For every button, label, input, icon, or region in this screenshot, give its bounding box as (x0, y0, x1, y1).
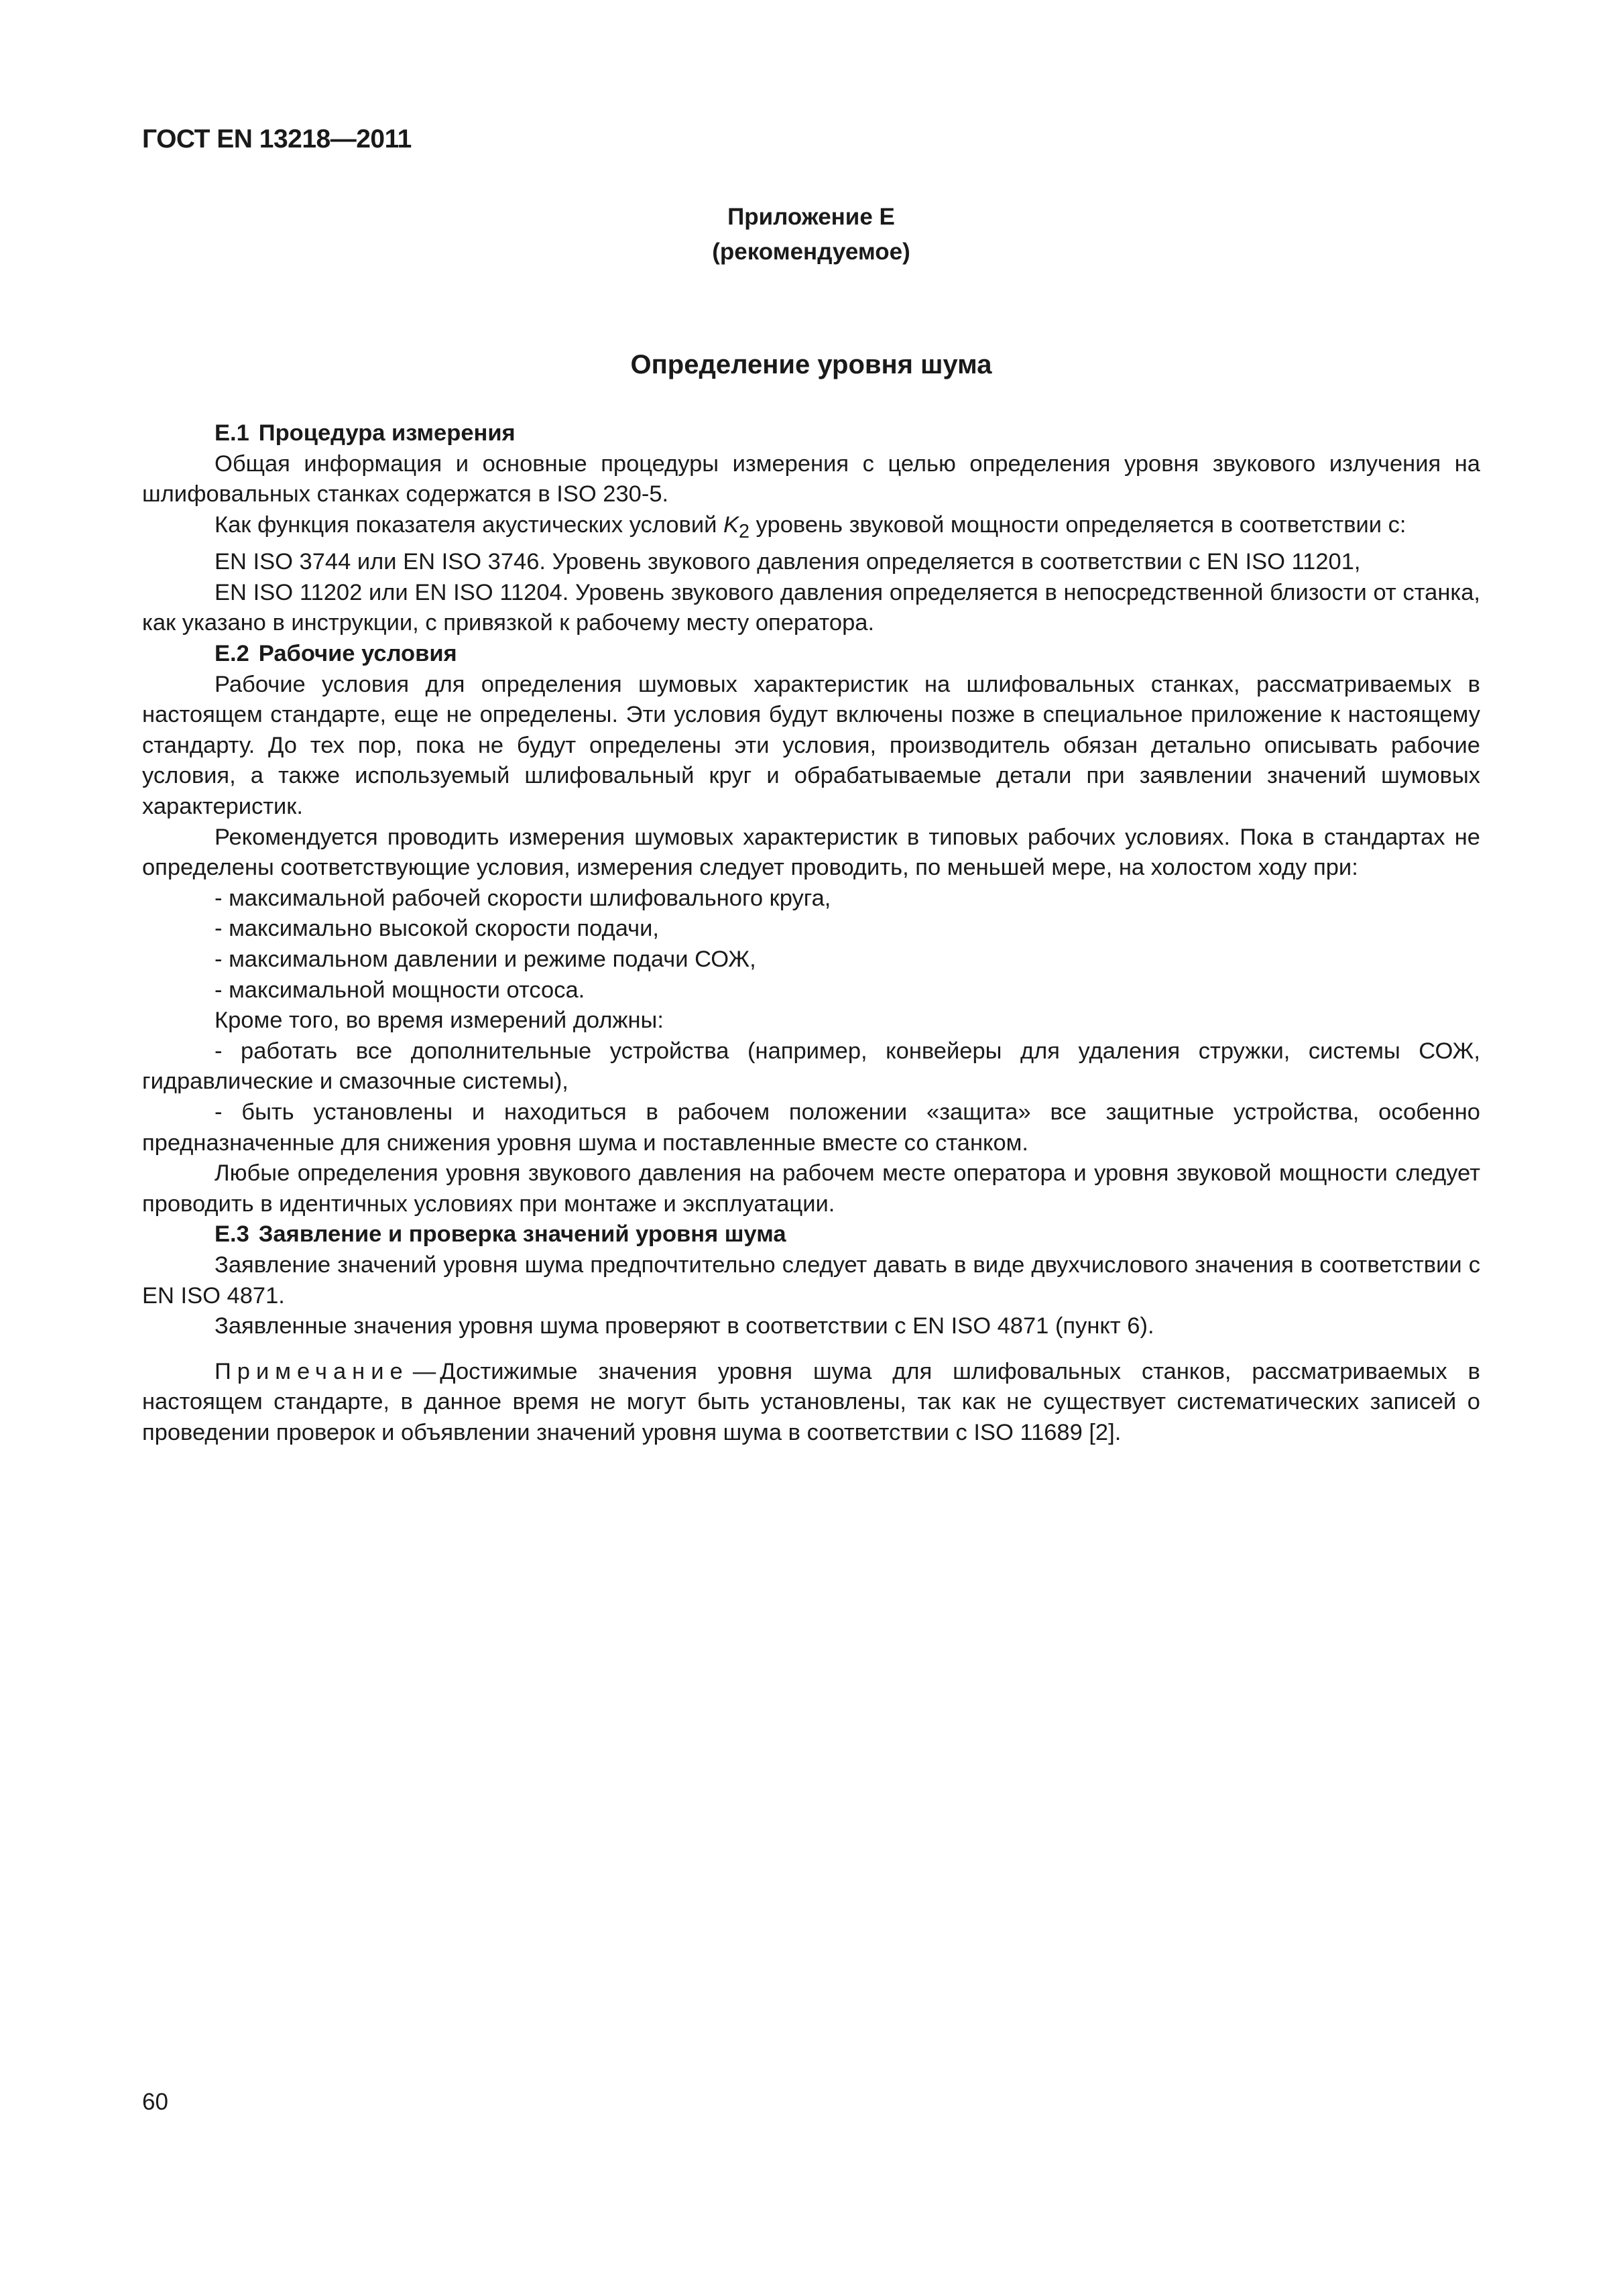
paragraph-e1-2-start: Как функция показателя акустических условий (215, 511, 717, 538)
paragraph-e1-4: EN ISO 11202 или EN ISO 11204. Уровень звукового давления определяется в непосредственной близости от станка, как указано в инструкции, с привязкой к рабочему месту оператора. (142, 579, 1480, 636)
paragraph-e3-2: Заявленные значения уровня шума проверяют в соответствии с EN ISO 4871 (пункт 6). (215, 1313, 1154, 1339)
heading-e3-text: Заявление и проверка значений уровня шума (258, 1221, 786, 1248)
note-dash: — (412, 1358, 436, 1384)
heading-e1 (142, 418, 1480, 449)
list-item: - быть установлены и находиться в рабочем положении «защита» все защитные устройства, особенно предназначенные для снижения уровня шума и поставленные вместе со станком. (142, 1099, 1480, 1156)
paragraph-e1-2-end: уровень звуковой мощности определяется в соответствии с: (756, 511, 1406, 538)
note (142, 1357, 1480, 1449)
list-item: - максимальной рабочей скорости шлифовального круга, (215, 885, 831, 911)
appendix-title: Приложение Е (727, 204, 895, 230)
list-item: - максимальном давлении и режиме подачи СОЖ, (215, 946, 756, 972)
variable-k: K (723, 511, 739, 538)
paragraph-e1-3: EN ISO 3744 или EN ISO 3746. Уровень звукового давления определяется в соответствии с EN ISO 11201, (215, 549, 1361, 575)
heading-e1-number: Е.1 (215, 420, 249, 446)
paragraph-e2-1: Рабочие условия для определения шумовых характеристик на шлифовальных станках, рассматриваемых в настоящем стандарте, еще не определены. Эти условия будут включены позже в специальное приложение к настоящему стандарту. До тех пор, пока не будут определены эти условия, производитель обязан детально описывать рабочие условия, а также используемый шлифовальный круг и обрабатываемые детали при заявлении значений шумовых характеристик. (142, 671, 1480, 820)
page-number: 60 (142, 2089, 168, 2115)
paragraph-e2-2: Рекомендуется проводить измерения шумовых характеристик в типовых рабочих условиях. Пока в стандартах не определены соответствующие условия, измерения следует проводить, по меньшей мере, на холостом ходу при: (142, 824, 1480, 881)
heading-e2 (142, 639, 1480, 670)
paragraph-e1-1: Общая информация и основные процедуры измерения с целью определения уровня звукового излучения на шлифовальных станках содержатся в ISO 230-5. (142, 450, 1480, 507)
heading-e3 (142, 1219, 1480, 1250)
heading-e1-text: Процедура измерения (258, 420, 516, 446)
document-header: ГОСТ EN 13218—2011 (142, 125, 412, 154)
document-body (142, 418, 1480, 1448)
paragraph-e2-4: Любые определения уровня звукового давления на рабочем месте оператора и уровня звуковой мощности следует проводить в идентичных условиях при монтаже и эксплуатации. (142, 1160, 1480, 1217)
list-item: - работать все дополнительные устройства (например, конвейеры для удаления стружки, системы СОЖ, гидравлические и смазочные системы), (142, 1038, 1480, 1095)
list-item: - максимально высокой скорости подачи, (215, 916, 659, 942)
paragraph-e3-1: Заявление значений уровня шума предпочтительно следует давать в виде двухчислового значения в соответствии с EN ISO 4871. (142, 1252, 1480, 1309)
heading-e2-text: Рабочие условия (258, 641, 457, 667)
appendix-heading (142, 200, 1480, 269)
note-text: Достижимые значения уровня шума для шлифовальных станков, рассматриваемых в настоящем стандарте, в данное время не могут быть установлены, так как не существует систематических записей о проведении проверок и объявлении значений уровня шума в соответствии с ISO 11689 [2]. (142, 1358, 1480, 1445)
paragraph-e2-3: Кроме того, во время измерений должны: (215, 1008, 664, 1034)
section-title: Определение уровня шума (630, 350, 992, 379)
appendix-status: (рекомендуемое) (712, 239, 910, 265)
note-label: Примечание (215, 1358, 409, 1384)
heading-e2-number: Е.2 (215, 641, 249, 667)
list-item: - максимальной мощности отсоса. (215, 977, 585, 1003)
variable-k-subscript: 2 (739, 520, 750, 542)
paragraph-e1-2 (142, 510, 1480, 547)
heading-e3-number: Е.3 (215, 1221, 249, 1248)
